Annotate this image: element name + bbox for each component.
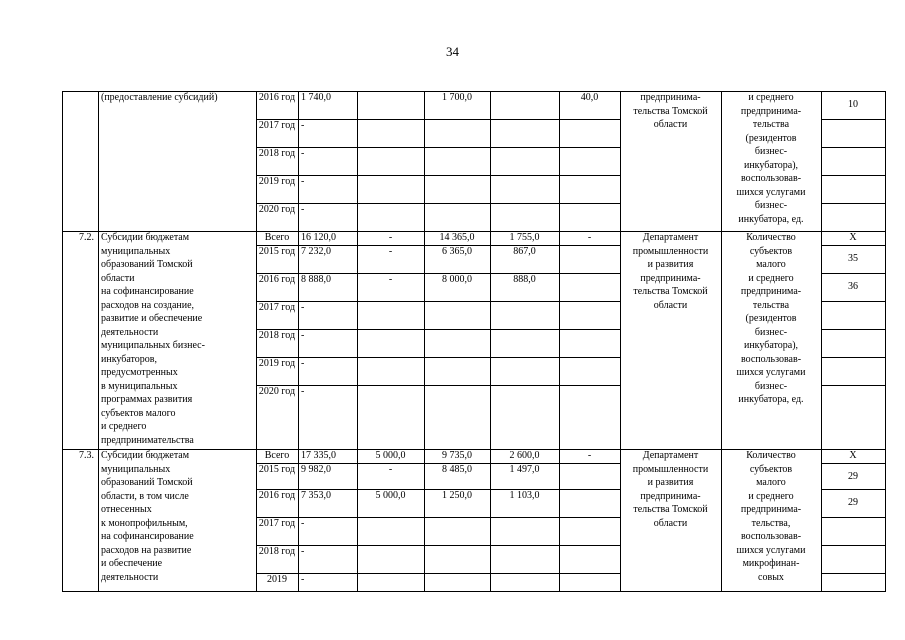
item-name-line: области bbox=[101, 272, 135, 284]
item-name-line: на софинансирование bbox=[101, 531, 194, 542]
page-number: 34 bbox=[446, 44, 459, 59]
total-value: - bbox=[301, 330, 305, 341]
year-cell: 2018 год bbox=[258, 148, 296, 159]
federal-value: - bbox=[388, 274, 393, 285]
year-cell: Всего bbox=[264, 450, 290, 461]
total-value: 7 353,0 bbox=[301, 490, 331, 501]
indicator-line: малого bbox=[756, 477, 786, 488]
indicator-value: 29 bbox=[848, 497, 858, 508]
indicator-line: бизнес- bbox=[754, 326, 788, 338]
grid-line bbox=[821, 119, 886, 120]
item-name-line: субъектов малого bbox=[101, 407, 176, 419]
municipal-value: 867,0 bbox=[513, 246, 536, 257]
indicator-line: инкубатора), bbox=[743, 340, 799, 351]
indicator-line: тельства bbox=[752, 119, 790, 130]
year-cell: 2019 год bbox=[258, 176, 296, 187]
indicator-line: (резидентов bbox=[745, 132, 797, 144]
extra-value: - bbox=[587, 450, 592, 461]
grid-line bbox=[298, 91, 299, 231]
executor-line: предпринима- bbox=[640, 92, 701, 103]
grid-line bbox=[821, 489, 886, 490]
total-value: - bbox=[301, 574, 305, 585]
item-name-line: предусмотренных bbox=[101, 367, 178, 378]
indicator-line: предпринима- bbox=[740, 105, 802, 117]
item-name-line: Субсидии бюджетам bbox=[101, 450, 190, 461]
total-value: 17 335,0 bbox=[301, 450, 336, 461]
item-name-line: отнесенных bbox=[101, 504, 152, 515]
indicator-line: шихся услугами bbox=[736, 367, 806, 378]
executor-line: тельства Томской bbox=[633, 105, 708, 117]
indicator-line: малого bbox=[756, 259, 786, 270]
federal-value: - bbox=[388, 232, 393, 243]
grid-line bbox=[298, 449, 299, 591]
item-name-line: к монопрофильным, bbox=[101, 517, 188, 529]
grid-line bbox=[620, 231, 621, 449]
item-name-line: Субсидии бюджетам bbox=[101, 232, 190, 243]
executor-line: промышленности bbox=[632, 463, 709, 475]
grid-line bbox=[885, 449, 886, 591]
item-name-line: и обеспечение bbox=[101, 558, 163, 569]
year-cell: 2016 год bbox=[258, 274, 296, 285]
executor-line: и развития bbox=[647, 259, 694, 270]
indicator-line: инкубатора, ед. bbox=[738, 394, 804, 405]
indicator-line: и среднего bbox=[748, 490, 794, 502]
grid-line bbox=[62, 231, 63, 449]
indicator-value: Х bbox=[849, 450, 857, 461]
indicator-line: предпринима- bbox=[740, 504, 802, 515]
indicator-value: 10 bbox=[848, 99, 858, 110]
indicator-line: совых bbox=[758, 571, 784, 583]
grid-line bbox=[821, 175, 886, 176]
year-cell: 2017 год bbox=[258, 518, 296, 529]
indicator-value: 36 bbox=[848, 281, 858, 292]
total-value: - bbox=[301, 176, 305, 187]
grid-line bbox=[821, 301, 886, 302]
total-value: 8 888,0 bbox=[301, 274, 331, 285]
indicator-value: Х bbox=[849, 232, 857, 243]
grid-line bbox=[821, 231, 822, 449]
grid-line bbox=[821, 203, 886, 204]
regional-value: 8 485,0 bbox=[442, 464, 472, 475]
grid-line bbox=[298, 231, 299, 449]
total-value: - bbox=[301, 358, 305, 369]
item-name-line: предпринимательства bbox=[101, 434, 194, 446]
grid-line bbox=[821, 91, 822, 231]
item-name-line: программах развития bbox=[101, 394, 193, 405]
grid-line bbox=[62, 449, 63, 591]
indicator-line: бизнес- bbox=[754, 200, 788, 211]
indicator-line: шихся услугами bbox=[736, 544, 806, 556]
grid-line bbox=[821, 463, 886, 464]
grid-line bbox=[885, 231, 886, 449]
executor-line: и развития bbox=[647, 477, 694, 488]
item-name-line: муниципальных бизнес- bbox=[101, 340, 205, 351]
regional-value: 1 700,0 bbox=[442, 92, 472, 103]
indicator-line: (резидентов bbox=[745, 313, 797, 324]
grid-line bbox=[885, 91, 886, 231]
municipal-value: 1 497,0 bbox=[509, 464, 540, 475]
indicator-line: тельства, bbox=[751, 517, 791, 529]
item-name-line: на софинансирование bbox=[101, 286, 194, 297]
year-cell: 2018 год bbox=[258, 330, 296, 341]
indicator-line: тельства bbox=[752, 299, 790, 311]
year-cell: Всего bbox=[264, 232, 290, 243]
extra-value: - bbox=[587, 232, 592, 243]
indicator-line: Количество bbox=[746, 232, 796, 243]
grid-line bbox=[98, 231, 99, 449]
item-name-line: деятельности bbox=[101, 571, 159, 583]
grid-line bbox=[821, 147, 886, 148]
row-number: 7.2. bbox=[79, 232, 94, 243]
item-name-line: и среднего bbox=[101, 421, 147, 432]
indicator-line: шихся услугами bbox=[736, 186, 806, 198]
indicator-line: субъектов bbox=[749, 463, 793, 475]
indicator-line: микрофинан- bbox=[742, 558, 800, 569]
grid-line bbox=[821, 385, 886, 386]
grid-line bbox=[424, 91, 425, 231]
indicator-line: предпринима- bbox=[740, 286, 802, 297]
indicator-line: воспользовав- bbox=[740, 531, 802, 542]
row-number: 7.3. bbox=[79, 450, 94, 461]
grid-line bbox=[98, 449, 99, 591]
grid-line bbox=[256, 91, 257, 231]
indicator-line: инкубатора, ед. bbox=[738, 213, 804, 225]
year-cell: 2019 bbox=[267, 574, 287, 585]
item-name-line: инкубаторов, bbox=[101, 353, 158, 365]
grid-line bbox=[721, 91, 722, 231]
indicator-line: субъектов bbox=[749, 245, 793, 257]
grid-line bbox=[559, 449, 560, 591]
grid-line bbox=[821, 329, 886, 330]
total-value: - bbox=[301, 302, 305, 313]
grid-line bbox=[620, 449, 621, 591]
grid-line bbox=[424, 231, 425, 449]
municipal-value: 2 600,0 bbox=[509, 450, 540, 461]
year-cell: 2017 год bbox=[258, 120, 296, 131]
municipal-value: 1 755,0 bbox=[509, 232, 540, 243]
year-cell: 2020 год bbox=[258, 204, 296, 215]
item-name-line: области, в том числе bbox=[101, 490, 189, 502]
item-name-line: в муниципальных bbox=[101, 380, 178, 392]
total-value: - bbox=[301, 204, 305, 215]
grid-line bbox=[620, 91, 621, 231]
grid-line bbox=[821, 449, 822, 591]
indicator-line: и среднего bbox=[748, 92, 794, 103]
municipal-value: 1 103,0 bbox=[509, 490, 540, 501]
grid-line bbox=[62, 91, 63, 231]
grid-line bbox=[821, 273, 886, 274]
municipal-value: 888,0 bbox=[513, 274, 536, 285]
grid-line bbox=[821, 573, 886, 574]
total-value: 16 120,0 bbox=[301, 232, 336, 243]
grid-line bbox=[821, 245, 886, 246]
grid-line bbox=[559, 231, 560, 449]
grid-line bbox=[821, 545, 886, 546]
grid-line bbox=[98, 91, 99, 231]
item-name-line: расходов на развитие bbox=[101, 544, 192, 556]
grid-line bbox=[490, 231, 491, 449]
grid-line bbox=[490, 449, 491, 591]
federal-value: - bbox=[388, 246, 393, 257]
indicator-line: бизнес- bbox=[754, 146, 788, 157]
grid-line bbox=[490, 91, 491, 231]
federal-value: 5 000,0 bbox=[375, 450, 406, 461]
total-value: - bbox=[301, 386, 305, 397]
grid-line bbox=[357, 449, 358, 591]
grid-line bbox=[256, 231, 257, 449]
indicator-value: 35 bbox=[848, 253, 858, 264]
executor-line: Департамент bbox=[642, 450, 699, 461]
year-cell: 2019 год bbox=[258, 358, 296, 369]
executor-line: тельства Томской bbox=[633, 504, 708, 515]
executor-line: тельства Томской bbox=[633, 286, 708, 297]
item-name-line: муниципальных bbox=[101, 463, 171, 475]
grid-line bbox=[424, 449, 425, 591]
grid-line bbox=[821, 357, 886, 358]
federal-value: 5 000,0 bbox=[375, 490, 406, 501]
item-name-line: развитие и обеспечение bbox=[101, 313, 203, 324]
indicator-line: бизнес- bbox=[754, 380, 788, 392]
year-cell: 2020 год bbox=[258, 386, 296, 397]
grid-line bbox=[821, 517, 886, 518]
total-value: 9 982,0 bbox=[301, 464, 331, 475]
item-name-line: расходов на создание, bbox=[101, 299, 195, 311]
total-value: 1 740,0 bbox=[301, 92, 331, 103]
indicator-line: Количество bbox=[746, 450, 796, 461]
year-cell: 2018 год bbox=[258, 546, 296, 557]
regional-value: 14 365,0 bbox=[439, 232, 475, 243]
grid-line bbox=[62, 591, 886, 592]
indicator-line: и среднего bbox=[748, 272, 794, 284]
year-cell: 2016 год bbox=[258, 490, 296, 501]
grid-line bbox=[256, 449, 257, 591]
item-name-line: (предоставление субсидий) bbox=[101, 92, 218, 103]
executor-line: предпринима- bbox=[640, 490, 701, 502]
grid-line bbox=[721, 231, 722, 449]
extra-value: 40,0 bbox=[580, 92, 599, 103]
grid-line bbox=[357, 231, 358, 449]
regional-value: 1 250,0 bbox=[442, 490, 472, 501]
year-cell: 2015 год bbox=[258, 464, 296, 475]
indicator-line: воспользовав- bbox=[740, 353, 802, 365]
total-value: 7 232,0 bbox=[301, 246, 331, 257]
grid-line bbox=[721, 449, 722, 591]
item-name-line: муниципальных bbox=[101, 245, 171, 257]
regional-value: 9 735,0 bbox=[442, 450, 472, 461]
executor-line: Департамент bbox=[642, 232, 699, 243]
item-name-line: образований Томской bbox=[101, 477, 193, 488]
executor-line: области bbox=[653, 517, 688, 529]
federal-value: - bbox=[388, 464, 393, 475]
indicator-value: 29 bbox=[848, 471, 858, 482]
regional-value: 6 365,0 bbox=[442, 246, 472, 257]
year-cell: 2017 год bbox=[258, 302, 296, 313]
total-value: - bbox=[301, 120, 305, 131]
grid-line bbox=[559, 91, 560, 231]
year-cell: 2016 год bbox=[258, 92, 296, 103]
executor-line: области bbox=[653, 299, 688, 311]
grid-line bbox=[357, 91, 358, 231]
indicator-line: воспользовав- bbox=[740, 173, 802, 184]
item-name-line: образований Томской bbox=[101, 259, 193, 270]
year-cell: 2015 год bbox=[258, 246, 296, 257]
indicator-line: инкубатора), bbox=[743, 159, 799, 171]
total-value: - bbox=[301, 546, 305, 557]
item-name-line: деятельности bbox=[101, 326, 159, 338]
executor-line: промышленности bbox=[632, 245, 709, 257]
regional-value: 8 000,0 bbox=[442, 274, 472, 285]
executor-line: предпринима- bbox=[640, 272, 701, 284]
total-value: - bbox=[301, 148, 305, 159]
executor-line: области bbox=[653, 119, 688, 130]
total-value: - bbox=[301, 518, 305, 529]
